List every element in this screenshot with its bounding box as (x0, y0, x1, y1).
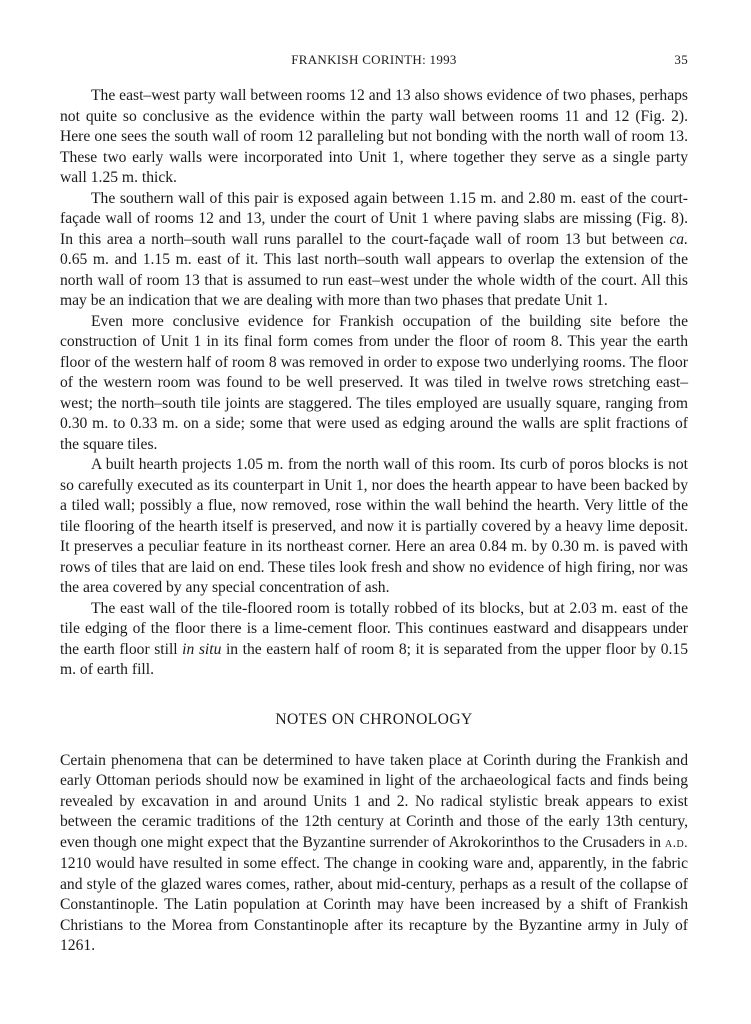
text-segment: The east wall of the tile-floored room is totally robbed of its blocks, but at 2.03 m. east of the tile edging of the floor there is a lime-cement floor. This continues eastward and disappears under the earth floor still (60, 599, 688, 658)
text-segment: Even more conclusive evidence for Frankish occupation of the building site before the construction of Unit 1 in its final form comes from under the floor of room 8. This year the earth floor of the western half of room 8 was removed in order to expose two underlying rooms. The floor of the western room was found to be well preserved. It was tiled in twelve rows stretching east–west; the north–south tile joints are staggered. The tiles employed are usually square, ranging from 0.30 m. to 0.33 m. on a side; some that were used as edging around the walls are split fractions of the square tiles. (60, 312, 688, 453)
text-segment: A built hearth projects 1.05 m. from the north wall of this room. Its curb of poros blocks is not so carefully executed as its counterpart in Unit 1, nor does the hearth appear to have been backed by a tiled wall; possibly a flue, now removed, rose within the wall behind the hearth. Very little of the tile flooring of the hearth itself is preserved, and now it is partially covered by a heavy lime deposit. It preserves a peculiar feature in its northeast corner. Here an area 0.84 m. by 0.30 m. is paved with rows of tiles that are laid on end. These tiles look fresh and show no evidence of high firing, nor was the area covered by any special concentration of ash. (60, 456, 688, 596)
text-segment: 0.65 m. and 1.15 m. east of it. This last north–south wall appears to overlap the extension of the north wall of room 13 that is assumed to run east–west under the whole width of the court. All this may be an indication that we are dealing with more than two phases that predate Unit 1. (60, 251, 688, 309)
text-segment: in the eastern half of room 8; it is separated from the upper floor by 0.15 m. of earth fill. (60, 640, 688, 678)
paragraph (60, 599, 688, 681)
text-segment: The east–west party wall between rooms 12 and 13 also shows evidence of two phases, perhaps not quite so conclusive as the evidence within the party wall between rooms 11 and 12 (Fig. 2). Here one sees the south wall of room 12 paralleling but not bonding with the north wall of room 13. These two early walls were incorporated into Unit 1, where together they serve as a single party wall 1.25 m. thick. (60, 87, 688, 186)
section-heading: NOTES ON CHRONOLOGY (275, 710, 473, 728)
running-title: FRANKISH CORINTH: 1993 (291, 52, 457, 67)
italic-text: ca. (669, 230, 688, 248)
paragraph (60, 455, 688, 599)
smallcaps-text: a.d. (664, 835, 688, 851)
text-segment: Certain phenomena that can be determined to have taken place at Corinth during the Frankish and early Ottoman periods should now be examined in light of the archaeological facts and finds being revealed by excavation in and around Units 1 and 2. No radical stylistic break appears to exist between the ceramic traditions of the 12th century at Corinth and those of the early 13th century, even though one might expect that the Byzantine surrender of Akrokorinthos to the Crusaders in (60, 751, 688, 851)
body-text (60, 86, 688, 957)
text-segment: 1210 would have resulted in some effect. The change in cooking ware and, apparently, in the fabric and style of the glazed wares comes, rather, about mid-century, perhaps as a result of the collapse of Constantinople. The Latin population at Corinth may have been increased by a shift of Frankish Christians to the Morea from Constantinople after its recapture by the Byzantine army in July of 1261. (60, 855, 688, 954)
page-number: 35 (674, 52, 688, 67)
paragraph (60, 86, 688, 189)
document-page (60, 52, 688, 957)
italic-text: in situ (182, 640, 222, 658)
text-segment: The southern wall of this pair is exposed again between 1.15 m. and 2.80 m. east of the court-façade wall of rooms 12 and 13, under the court of Unit 1 where paving slabs are missing (Fig. 8). In this area a north–south wall runs parallel to the court-façade wall of room 13 but between (60, 189, 688, 248)
paragraph (60, 751, 688, 957)
paragraph (60, 312, 688, 456)
paragraph (60, 189, 688, 312)
running-head (60, 52, 688, 74)
